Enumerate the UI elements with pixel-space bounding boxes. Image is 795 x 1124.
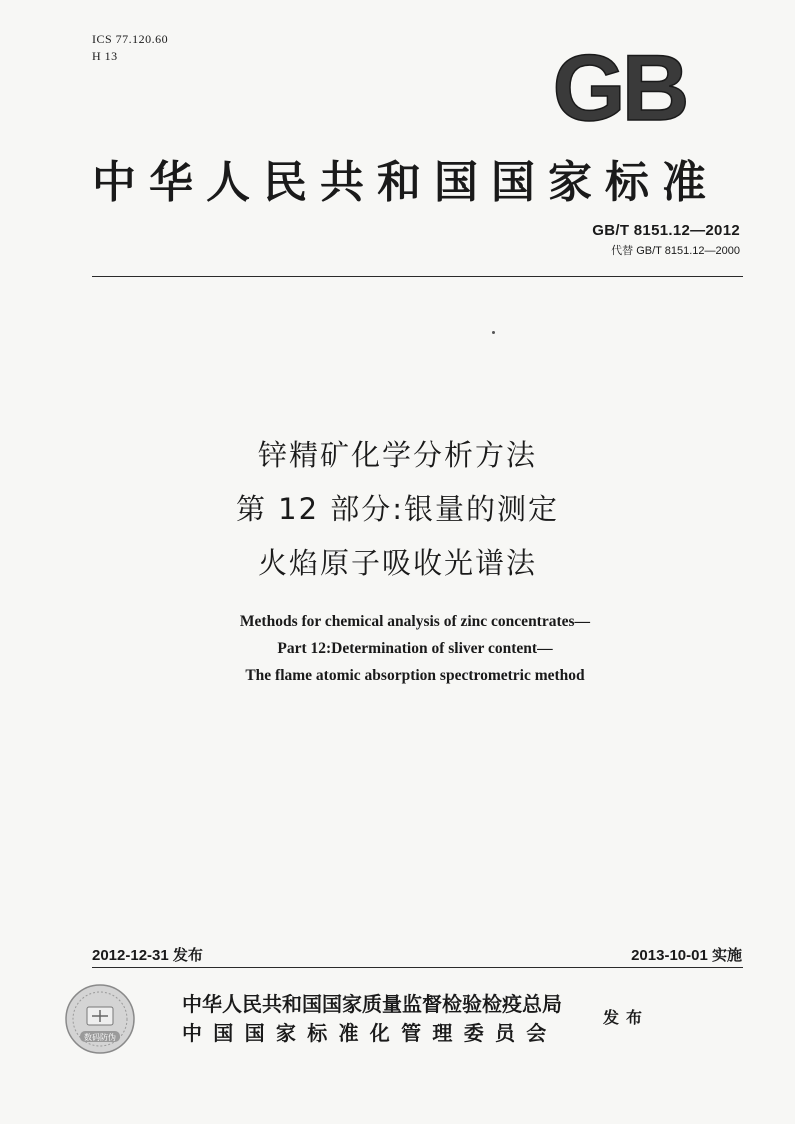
publisher-organizations (182, 990, 562, 1048)
english-title (0, 608, 795, 689)
publisher-org-2: 中国国家标准化管理委员会 (182, 1021, 558, 1045)
seal-caption: 数码防伪 (84, 1033, 116, 1042)
standard-number: GB/T 8151.12—2012 (592, 222, 740, 239)
ics-code: ICS 77.120.60 (92, 32, 169, 46)
gb-logo (538, 44, 700, 128)
gb-logo-text: GB (552, 44, 686, 128)
publish-label: 发布 (603, 1008, 650, 1027)
english-title-line-3: The flame atomic absorption spectrometric method (245, 667, 585, 684)
english-title-line-1: Methods for chemical analysis of zinc concentrates— (239, 613, 591, 630)
standard-number-block (592, 222, 740, 258)
english-title-line-2: Part 12:Determination of sliver content— (277, 640, 553, 657)
header-divider (92, 276, 743, 277)
replaces-standard: 代替 GB/T 8151.12—2000 (611, 245, 740, 257)
chinese-title-line-3: 火焰原子吸收光谱法 (257, 546, 537, 580)
anti-counterfeit-seal-icon (64, 983, 136, 1055)
national-standard-title: 中华人民共和国国家标准 (92, 157, 719, 208)
ccs-code: H 13 (92, 49, 118, 63)
chinese-title-line-1: 锌精矿化学分析方法 (257, 438, 537, 472)
implementation-date: 2013-10-01 实施 (631, 947, 742, 964)
classification-codes (92, 31, 168, 65)
issue-date: 2012-12-31 发布 (92, 947, 203, 964)
footer-divider (92, 967, 743, 968)
chinese-title (0, 428, 795, 590)
chinese-title-line-2: 第 12 部分:银量的测定 (235, 492, 560, 526)
scan-dot (492, 331, 495, 334)
publisher-org-1: 中华人民共和国国家质量监督检验检疫总局 (182, 992, 562, 1016)
